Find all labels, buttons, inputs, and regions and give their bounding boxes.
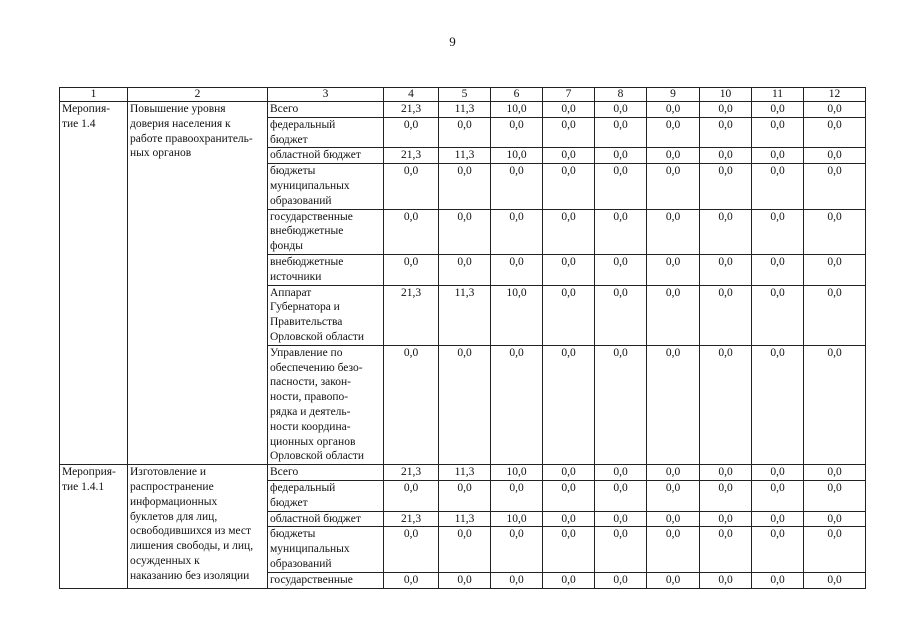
value-cell: 0,0 xyxy=(804,148,866,164)
value-cell: 0,0 xyxy=(543,511,595,527)
value-cell: 0,0 xyxy=(491,117,543,148)
table-row xyxy=(60,102,866,118)
value-cell: 0,0 xyxy=(595,527,647,572)
value-cell: 10,0 xyxy=(491,285,543,345)
value-cell: 10,0 xyxy=(491,465,543,481)
column-header-4: 4 xyxy=(384,88,439,102)
value-cell: 0,0 xyxy=(700,345,752,464)
value-cell: 0,0 xyxy=(595,345,647,464)
value-cell: 0,0 xyxy=(700,511,752,527)
value-cell: 0,0 xyxy=(384,572,439,588)
column-header-1: 1 xyxy=(60,88,128,102)
value-cell: 0,0 xyxy=(700,254,752,285)
value-cell: 0,0 xyxy=(384,164,439,209)
value-cell: 0,0 xyxy=(700,117,752,148)
value-cell: 0,0 xyxy=(700,527,752,572)
value-cell: 0,0 xyxy=(752,465,804,481)
value-cell: 0,0 xyxy=(491,164,543,209)
value-cell: 0,0 xyxy=(491,572,543,588)
value-cell: 11,3 xyxy=(439,511,491,527)
value-cell: 0,0 xyxy=(595,572,647,588)
value-cell: 0,0 xyxy=(595,480,647,511)
funding-source-cell: Всего xyxy=(268,465,384,481)
activity-cell: Меропия- тие 1.4 xyxy=(60,102,128,465)
value-cell: 0,0 xyxy=(595,102,647,118)
value-cell: 0,0 xyxy=(752,572,804,588)
funding-source-cell: областной бюджет xyxy=(268,148,384,164)
value-cell: 11,3 xyxy=(439,465,491,481)
value-cell: 0,0 xyxy=(647,572,700,588)
value-cell: 0,0 xyxy=(595,254,647,285)
value-cell: 0,0 xyxy=(647,164,700,209)
column-header-10: 10 xyxy=(700,88,752,102)
value-cell: 0,0 xyxy=(595,465,647,481)
value-cell: 10,0 xyxy=(491,102,543,118)
value-cell: 11,3 xyxy=(439,285,491,345)
value-cell: 0,0 xyxy=(384,527,439,572)
funding-source-cell: Всего xyxy=(268,102,384,118)
value-cell: 0,0 xyxy=(700,285,752,345)
value-cell: 0,0 xyxy=(700,572,752,588)
value-cell: 0,0 xyxy=(752,148,804,164)
value-cell: 0,0 xyxy=(543,572,595,588)
value-cell: 21,3 xyxy=(384,465,439,481)
value-cell: 0,0 xyxy=(647,345,700,464)
column-header-6: 6 xyxy=(491,88,543,102)
value-cell: 21,3 xyxy=(384,285,439,345)
value-cell: 11,3 xyxy=(439,148,491,164)
column-header-12: 12 xyxy=(804,88,866,102)
value-cell: 0,0 xyxy=(491,480,543,511)
value-cell: 0,0 xyxy=(804,102,866,118)
funding-source-cell: федеральный бюджет xyxy=(268,117,384,148)
value-cell: 0,0 xyxy=(491,345,543,464)
value-cell: 0,0 xyxy=(543,102,595,118)
value-cell: 0,0 xyxy=(384,117,439,148)
value-cell: 11,3 xyxy=(439,102,491,118)
activity-cell: Мероприя- тие 1.4.1 xyxy=(60,465,128,588)
value-cell: 0,0 xyxy=(543,480,595,511)
value-cell: 0,0 xyxy=(439,480,491,511)
value-cell: 0,0 xyxy=(543,117,595,148)
value-cell: 0,0 xyxy=(543,148,595,164)
table-body xyxy=(60,88,866,589)
value-cell: 0,0 xyxy=(647,254,700,285)
value-cell: 0,0 xyxy=(647,102,700,118)
value-cell: 0,0 xyxy=(384,345,439,464)
funding-source-cell: бюджеты муниципальных образований xyxy=(268,164,384,209)
value-cell: 0,0 xyxy=(595,117,647,148)
budget-table xyxy=(59,87,866,589)
value-cell: 0,0 xyxy=(752,117,804,148)
value-cell: 0,0 xyxy=(804,527,866,572)
funding-source-cell: внебюджетные источники xyxy=(268,254,384,285)
table-row xyxy=(60,465,866,481)
value-cell: 0,0 xyxy=(384,209,439,254)
value-cell: 0,0 xyxy=(543,254,595,285)
value-cell: 0,0 xyxy=(752,209,804,254)
funding-source-cell: федеральный бюджет xyxy=(268,480,384,511)
column-header-5: 5 xyxy=(439,88,491,102)
value-cell: 0,0 xyxy=(804,164,866,209)
funding-source-cell: Управление по обеспечению безо- пасности, закон- ности, правопо- рядка и деятель- ности координа- ционных органов Орловской области xyxy=(268,345,384,464)
value-cell: 0,0 xyxy=(543,164,595,209)
value-cell: 0,0 xyxy=(595,148,647,164)
funding-source-cell: бюджеты муниципальных образований xyxy=(268,527,384,572)
value-cell: 0,0 xyxy=(647,511,700,527)
value-cell: 0,0 xyxy=(804,511,866,527)
value-cell: 21,3 xyxy=(384,148,439,164)
value-cell: 0,0 xyxy=(384,254,439,285)
value-cell: 0,0 xyxy=(752,285,804,345)
value-cell: 0,0 xyxy=(647,285,700,345)
column-header-8: 8 xyxy=(595,88,647,102)
value-cell: 0,0 xyxy=(595,511,647,527)
value-cell: 21,3 xyxy=(384,511,439,527)
value-cell: 0,0 xyxy=(439,164,491,209)
value-cell: 0,0 xyxy=(491,254,543,285)
value-cell: 0,0 xyxy=(439,572,491,588)
value-cell: 0,0 xyxy=(647,209,700,254)
value-cell: 0,0 xyxy=(491,209,543,254)
value-cell: 0,0 xyxy=(439,117,491,148)
value-cell: 0,0 xyxy=(439,527,491,572)
value-cell: 0,0 xyxy=(647,465,700,481)
value-cell: 0,0 xyxy=(543,465,595,481)
value-cell: 0,0 xyxy=(700,164,752,209)
funding-source-cell: государственные внебюджетные фонды xyxy=(268,209,384,254)
funding-source-cell: Аппарат Губернатора и Правительства Орловской области xyxy=(268,285,384,345)
value-cell: 0,0 xyxy=(543,285,595,345)
value-cell: 0,0 xyxy=(804,117,866,148)
value-cell: 0,0 xyxy=(752,254,804,285)
value-cell: 0,0 xyxy=(752,511,804,527)
value-cell: 0,0 xyxy=(804,480,866,511)
value-cell: 0,0 xyxy=(700,465,752,481)
value-cell: 0,0 xyxy=(647,527,700,572)
description-cell: Повышение уровня доверия населения к работе правоохранитель- ных органов xyxy=(128,102,268,465)
value-cell: 0,0 xyxy=(804,345,866,464)
header-row xyxy=(60,88,866,102)
value-cell: 0,0 xyxy=(647,480,700,511)
value-cell: 0,0 xyxy=(647,117,700,148)
value-cell: 0,0 xyxy=(804,209,866,254)
value-cell: 0,0 xyxy=(700,480,752,511)
funding-source-cell: областной бюджет xyxy=(268,511,384,527)
column-header-7: 7 xyxy=(543,88,595,102)
value-cell: 0,0 xyxy=(804,254,866,285)
value-cell: 0,0 xyxy=(804,572,866,588)
value-cell: 0,0 xyxy=(595,285,647,345)
value-cell: 0,0 xyxy=(752,527,804,572)
value-cell: 0,0 xyxy=(700,102,752,118)
value-cell: 0,0 xyxy=(752,480,804,511)
value-cell: 10,0 xyxy=(491,148,543,164)
value-cell: 0,0 xyxy=(439,254,491,285)
value-cell: 0,0 xyxy=(543,345,595,464)
value-cell: 0,0 xyxy=(439,209,491,254)
value-cell: 0,0 xyxy=(439,345,491,464)
value-cell: 0,0 xyxy=(491,527,543,572)
value-cell: 0,0 xyxy=(543,209,595,254)
column-header-11: 11 xyxy=(752,88,804,102)
value-cell: 0,0 xyxy=(752,345,804,464)
value-cell: 0,0 xyxy=(804,465,866,481)
description-cell: Изготовление и распространение информационных буклетов для лиц, освободившихся из мест лишения свободы, и лиц, осужденных к наказанию без изоляции xyxy=(128,465,268,588)
column-header-3: 3 xyxy=(268,88,384,102)
value-cell: 0,0 xyxy=(595,209,647,254)
value-cell: 0,0 xyxy=(647,148,700,164)
value-cell: 0,0 xyxy=(700,148,752,164)
value-cell: 0,0 xyxy=(752,102,804,118)
funding-source-cell: государственные xyxy=(268,572,384,588)
value-cell: 10,0 xyxy=(491,511,543,527)
value-cell: 0,0 xyxy=(700,209,752,254)
value-cell: 0,0 xyxy=(543,527,595,572)
value-cell: 0,0 xyxy=(752,164,804,209)
page-number: 9 xyxy=(449,34,456,49)
column-header-2: 2 xyxy=(128,88,268,102)
value-cell: 21,3 xyxy=(384,102,439,118)
value-cell: 0,0 xyxy=(804,285,866,345)
column-header-9: 9 xyxy=(647,88,700,102)
value-cell: 0,0 xyxy=(595,164,647,209)
value-cell: 0,0 xyxy=(384,480,439,511)
